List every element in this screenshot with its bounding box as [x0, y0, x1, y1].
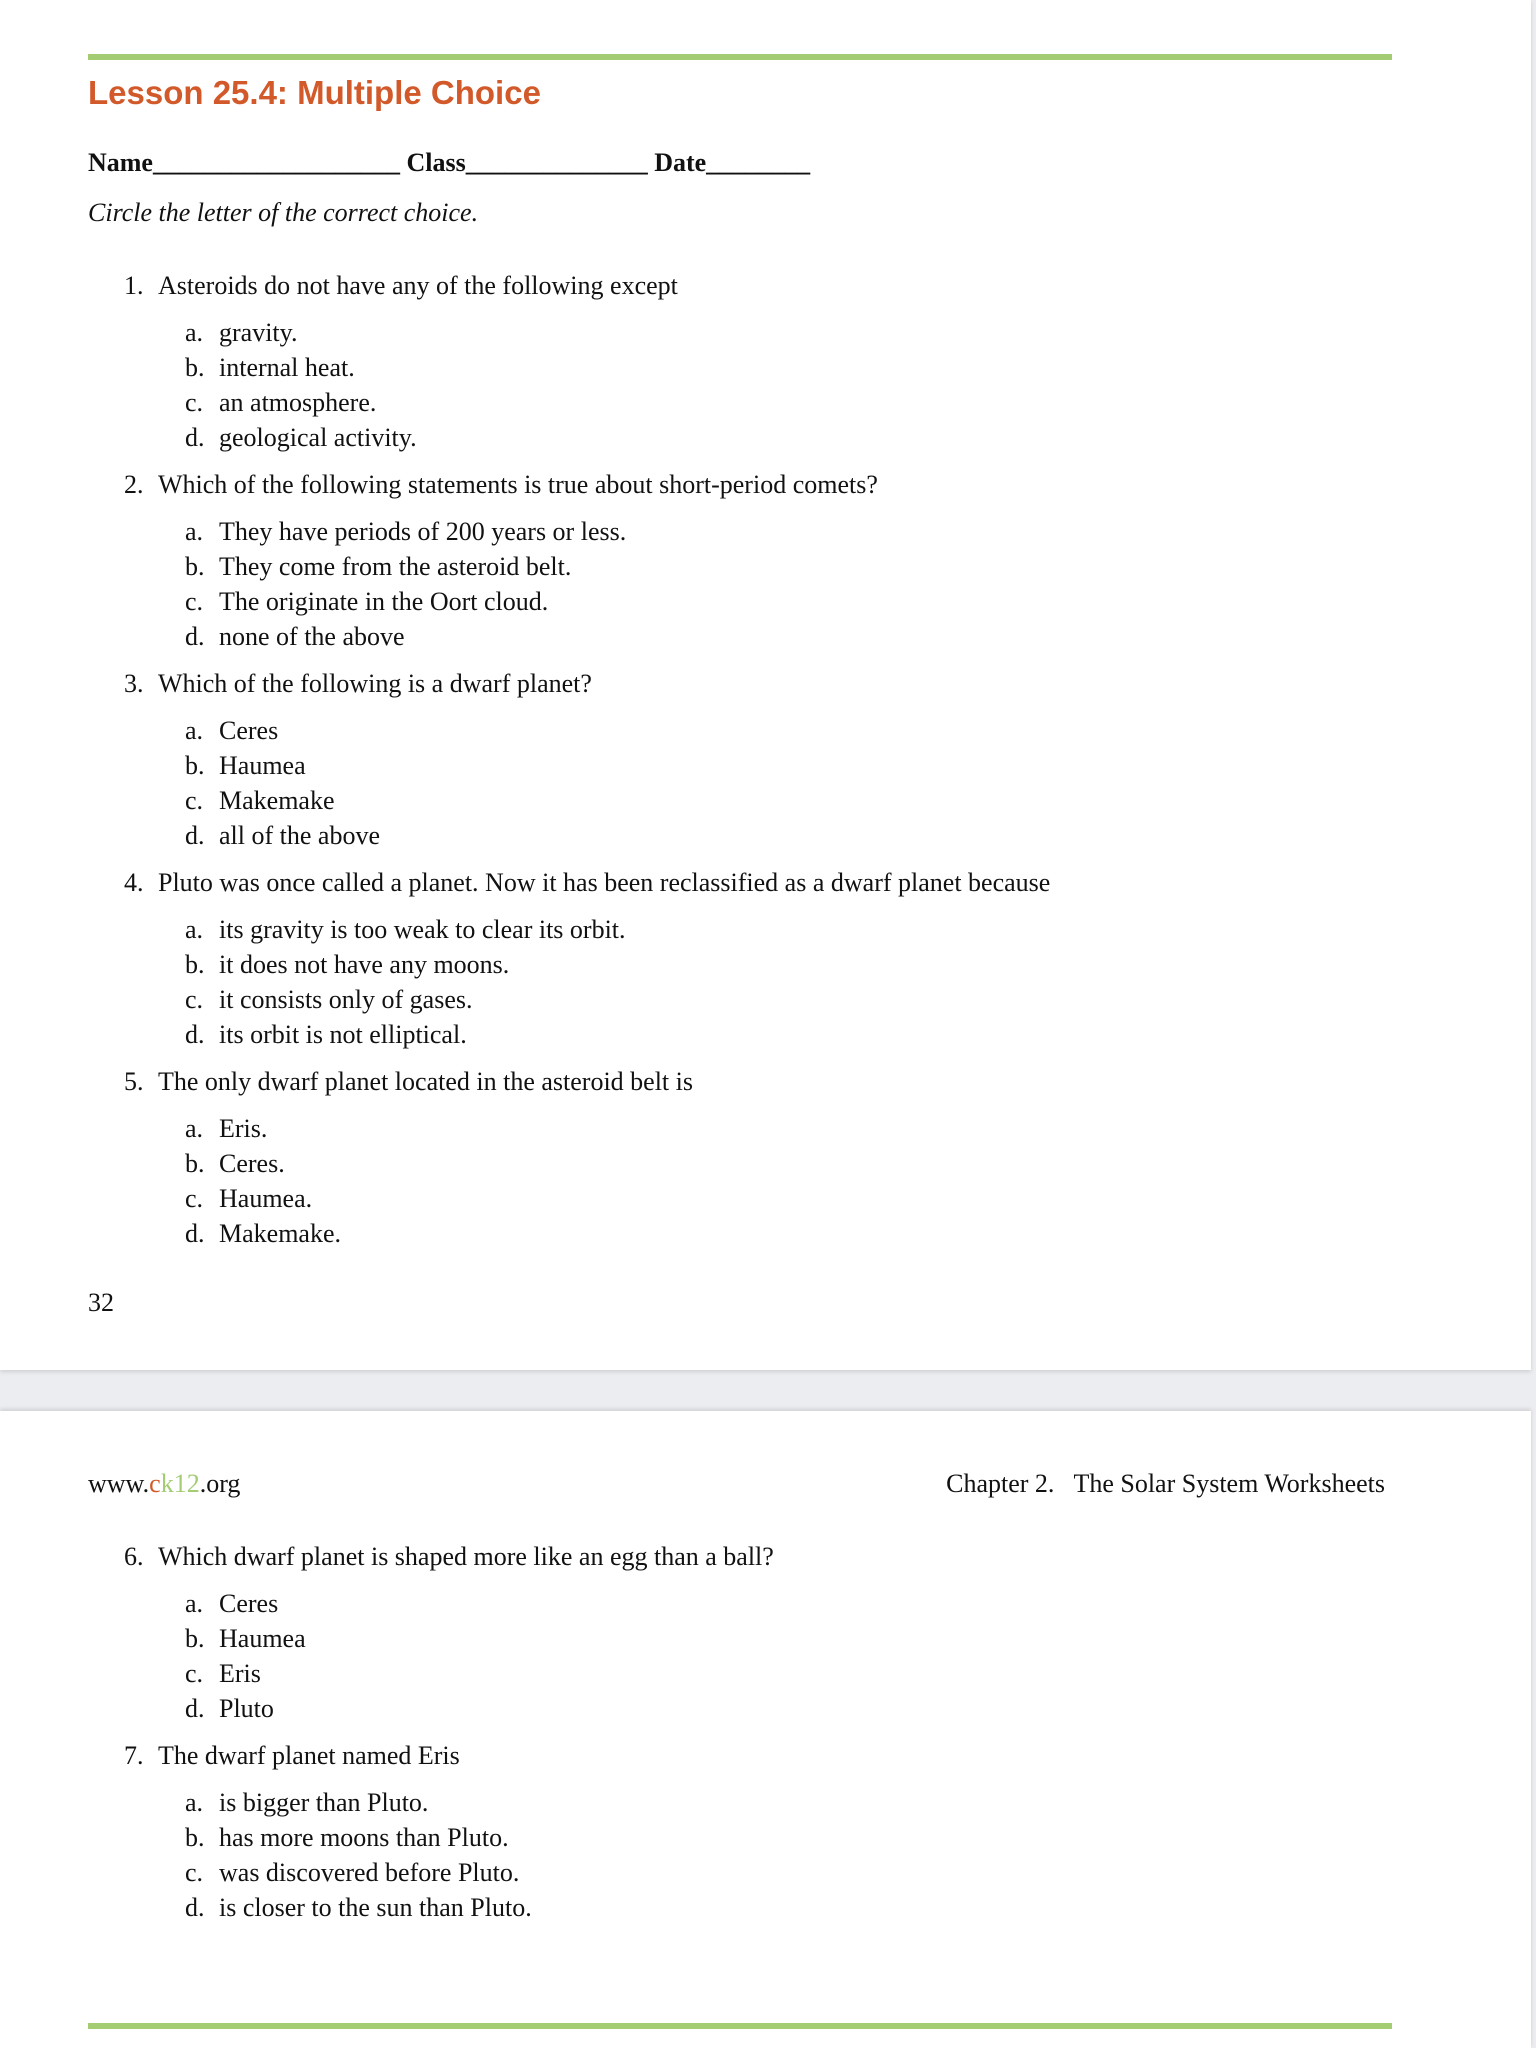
answer-option[interactable] [0, 1111, 1400, 1146]
answer-option[interactable] [0, 748, 1400, 783]
question-number: 4. [124, 868, 144, 897]
option-letter[interactable]: d. [185, 1219, 205, 1248]
option-letter[interactable]: c. [185, 388, 204, 417]
option-letter[interactable]: a. [185, 318, 204, 347]
question-text: The dwarf planet named Eris [158, 1741, 460, 1770]
option-letter[interactable]: c. [185, 587, 204, 616]
question-text: The only dwarf planet located in the asteroid belt is [158, 1067, 693, 1096]
question [0, 1064, 1400, 1263]
answer-option[interactable] [0, 982, 1400, 1017]
answer-option[interactable] [0, 385, 1400, 420]
option-text: They have periods of 200 years or less. [219, 517, 627, 546]
question [0, 268, 1400, 467]
option-letter[interactable]: d. [185, 423, 205, 452]
bottom-rule [88, 2023, 1392, 2029]
option-text: Haumea [219, 751, 306, 780]
option-text: Haumea [219, 1624, 306, 1653]
name-class-date-row: Name___________________ Class______________ Date________ [88, 148, 811, 177]
answer-option[interactable] [0, 818, 1400, 853]
option-letter[interactable]: d. [185, 1020, 205, 1049]
option-text: an atmosphere. [219, 388, 377, 417]
answer-option[interactable] [0, 315, 1400, 350]
question-text: Which of the following statements is true about short-period comets? [158, 470, 878, 499]
option-letter[interactable]: c. [185, 1659, 204, 1688]
site-link[interactable]: www.ck12.org [88, 1469, 241, 1498]
option-text: Eris. [219, 1114, 268, 1143]
answer-option[interactable] [0, 1621, 1400, 1656]
answer-option[interactable] [0, 1855, 1400, 1890]
answer-option[interactable] [0, 1017, 1400, 1052]
option-letter[interactable]: a. [185, 1589, 204, 1618]
question [0, 666, 1400, 865]
option-text: gravity. [219, 318, 298, 347]
option-letter[interactable]: a. [185, 1788, 204, 1817]
option-letter[interactable]: a. [185, 716, 204, 745]
option-letter[interactable]: d. [185, 1893, 205, 1922]
option-letter[interactable]: d. [185, 1694, 205, 1723]
question-text: Pluto was once called a planet. Now it has been reclassified as a dwarf planet because [158, 868, 1051, 897]
lesson-title: Lesson 25.4: Multiple Choice [88, 74, 541, 111]
option-text: internal heat. [219, 353, 355, 382]
option-letter[interactable]: b. [185, 1149, 205, 1178]
option-text: is closer to the sun than Pluto. [219, 1893, 532, 1922]
option-letter[interactable]: b. [185, 1823, 205, 1852]
option-text: was discovered before Pluto. [219, 1858, 520, 1887]
worksheet-page-2 [0, 1411, 1531, 2048]
answer-option[interactable] [0, 1216, 1400, 1251]
option-text: Makemake [219, 786, 335, 815]
question-list [0, 268, 1400, 1263]
answer-option[interactable] [0, 912, 1400, 947]
answer-option[interactable] [0, 1691, 1400, 1726]
option-text: geological activity. [219, 423, 417, 452]
answer-option[interactable] [0, 1181, 1400, 1216]
option-letter[interactable]: d. [185, 821, 205, 850]
option-text: Pluto [219, 1694, 274, 1723]
question-text: Which dwarf planet is shaped more like an egg than a ball? [158, 1542, 774, 1571]
option-text: The originate in the Oort cloud. [219, 587, 549, 616]
answer-option[interactable] [0, 350, 1400, 385]
question-number: 1. [124, 271, 144, 300]
answer-option[interactable] [0, 1820, 1400, 1855]
answer-option[interactable] [0, 584, 1400, 619]
option-text: none of the above [219, 622, 405, 651]
option-text: Ceres [219, 716, 279, 745]
question-number: 5. [124, 1067, 144, 1096]
answer-option[interactable] [0, 713, 1400, 748]
option-text: Ceres [219, 1589, 279, 1618]
option-letter[interactable]: d. [185, 622, 205, 651]
answer-option[interactable] [0, 1656, 1400, 1691]
answer-option[interactable] [0, 1146, 1400, 1181]
chapter-header: Chapter 2. The Solar System Worksheets [946, 1469, 1385, 1498]
question [0, 865, 1400, 1064]
option-letter[interactable]: c. [185, 786, 204, 815]
option-text: is bigger than Pluto. [219, 1788, 429, 1817]
instruction: Circle the letter of the correct choice. [88, 198, 479, 227]
option-letter[interactable]: a. [185, 1114, 204, 1143]
answer-option[interactable] [0, 420, 1400, 455]
question-list [0, 1539, 1400, 1937]
option-letter[interactable]: c. [185, 985, 204, 1014]
question [0, 1738, 1400, 1937]
question [0, 467, 1400, 666]
option-letter[interactable]: b. [185, 751, 205, 780]
question-number: 6. [124, 1542, 144, 1571]
answer-option[interactable] [0, 947, 1400, 982]
option-text: Eris [219, 1659, 261, 1688]
option-letter[interactable]: b. [185, 1624, 205, 1653]
page-number: 32 [88, 1288, 114, 1317]
option-text: Ceres. [219, 1149, 285, 1178]
answer-option[interactable] [0, 619, 1400, 654]
option-text: They come from the asteroid belt. [219, 552, 572, 581]
question-text: Which of the following is a dwarf planet? [158, 669, 592, 698]
question-text: Asteroids do not have any of the following except [158, 271, 678, 300]
question-number: 2. [124, 470, 144, 499]
option-text: has more moons than Pluto. [219, 1823, 509, 1852]
option-letter[interactable]: c. [185, 1184, 204, 1213]
answer-option[interactable] [0, 514, 1400, 549]
question [0, 1539, 1400, 1738]
option-text: its orbit is not elliptical. [219, 1020, 467, 1049]
option-letter[interactable]: b. [185, 552, 205, 581]
option-text: it does not have any moons. [219, 950, 510, 979]
option-letter[interactable]: b. [185, 353, 205, 382]
option-letter[interactable]: c. [185, 1858, 204, 1887]
option-text: all of the above [219, 821, 380, 850]
option-letter[interactable]: a. [185, 517, 204, 546]
answer-option[interactable] [0, 1890, 1400, 1925]
option-letter[interactable]: b. [185, 950, 205, 979]
question-number: 3. [124, 669, 144, 698]
answer-option[interactable] [0, 1785, 1400, 1820]
answer-option[interactable] [0, 783, 1400, 818]
question-number: 7. [124, 1741, 144, 1770]
option-text: Makemake. [219, 1219, 342, 1248]
answer-option[interactable] [0, 1586, 1400, 1621]
option-text: Haumea. [219, 1184, 313, 1213]
option-letter[interactable]: a. [185, 915, 204, 944]
option-text: it consists only of gases. [219, 985, 473, 1014]
top-rule [88, 54, 1392, 60]
option-text: its gravity is too weak to clear its orbit. [219, 915, 626, 944]
answer-option[interactable] [0, 549, 1400, 584]
